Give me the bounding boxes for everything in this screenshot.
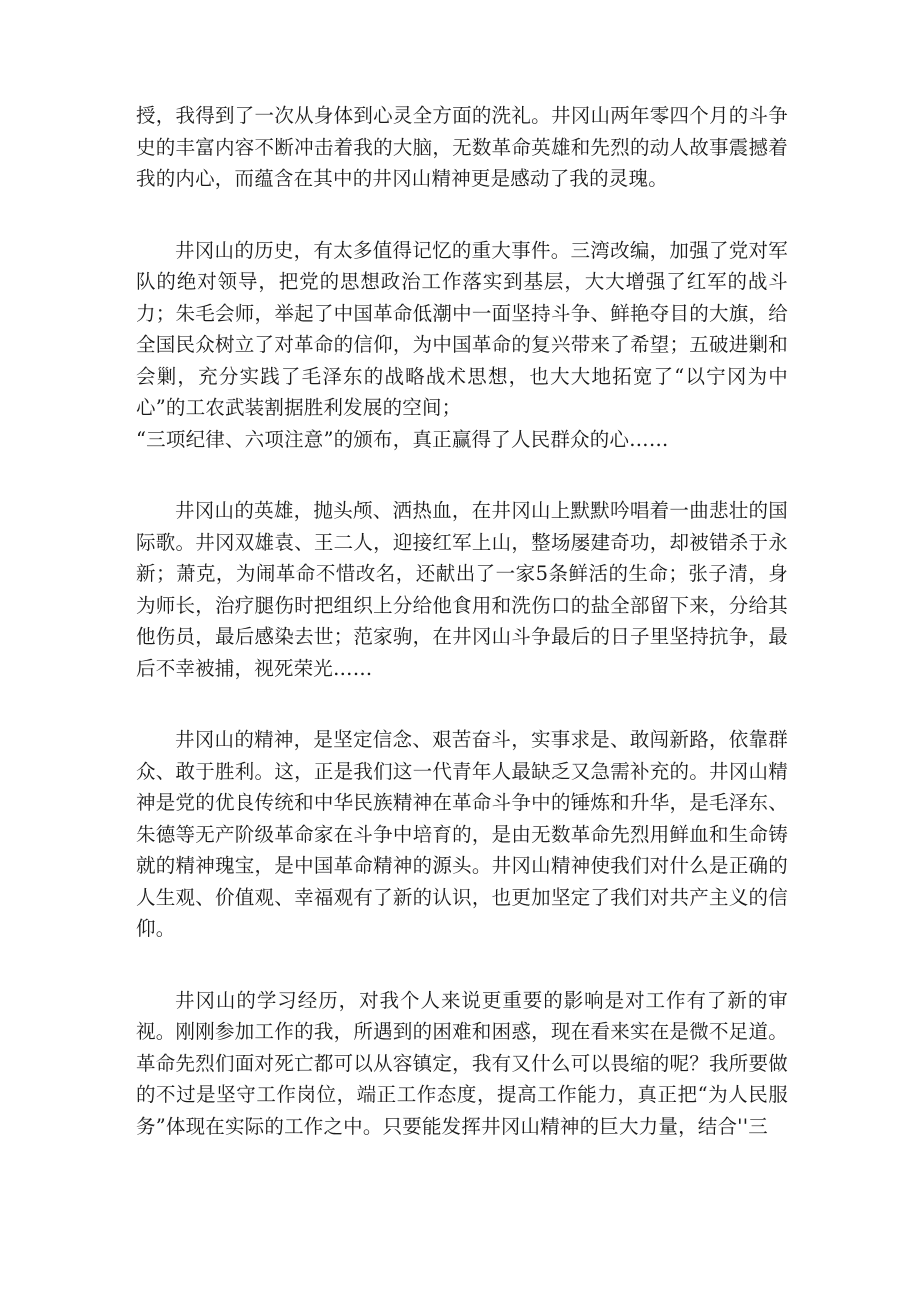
paragraph-history: 井冈山的历史，有太多值得记忆的重大事件。三湾改编，加强了党对军队的绝对领导，把党的思想政治工作落实到基层，大大增强了红军的战斗力；朱毛会师，举起了中国革命低潮中一面坚持斗争、鲜艳夺目的大旗，给全国民众树立了对革命的信仰，为中国革命的复兴带来了希望；五破进剿和会剿，充分实践了毛泽东的战略战术思想，也大大地拓宽了“以宁冈为中心”的工农武装割据胜利发展的空间； <box>136 238 788 419</box>
paragraph-heroes: 井冈山的英雄，抛头颅、洒热血，在井冈山上默默吟唱着一曲悲壮的国际歌。井冈双雄袁、王二人，迎接红军上山，整场屡建奇功，却被错杀于永新；萧克，为闹革命不惜改名，还献出了一家5条鲜活的生命；张子清，身为师长，治疗腿伤时把组织上分给他食用和洗伤口的盐全部留下来，分给其他伤员，最后感染去世；范家驹，在井冈山斗争最后的日子里坚持抗争，最后不幸被捕，视死荣光…… <box>136 499 788 680</box>
paragraph-history-tail: “三项纪律、六项注意”的颁布，真正赢得了人民群众的心…… <box>136 427 669 451</box>
paragraph-continuation: 授，我得到了一次从身体到心灵全方面的洗礼。井冈山两年零四个月的斗争史的丰富内容不断冲击着我的大脑，无数革命英雄和先烈的动人故事震撼着我的内心，而蕴含在其中的井冈山精神更是感动了我的灵瑰。 <box>136 104 788 190</box>
paragraph-work: 井冈山的学习经历，对我个人来说更重要的影响是对工作有了新的审视。刚刚参加工作的我，所遇到的困难和困惑，现在看来实在是微不足道。革命先烈们面对死亡都可以从容镇定，我有又什么可以畏缩的呢？我所要做的不过是坚守工作岗位，端正工作态度，提高工作能力，真正把“为人民服务”体现在实际的工作之中。只要能发挥井冈山精神的巨大力量，结合''三 <box>136 988 788 1138</box>
paragraph-spirit: 井冈山的精神，是坚定信念、艰苦奋斗，实事求是、敢闯新路，依靠群众、敢于胜利。这，正是我们这一代青年人最缺乏又急需补充的。井冈山精神是党的优良传统和中华民族精神在革命斗争中的锤炼和升华，是毛泽东、朱德等无产阶级革命家在斗争中培育的，是由无数革命先烈用鲜血和生命铸就的精神瑰宝，是中国革命精神的源头。井冈山精神使我们对什么是正确的人生观、价值观、幸福观有了新的认识，也更加坚定了我们对共产主义的信仰。 <box>136 728 788 940</box>
